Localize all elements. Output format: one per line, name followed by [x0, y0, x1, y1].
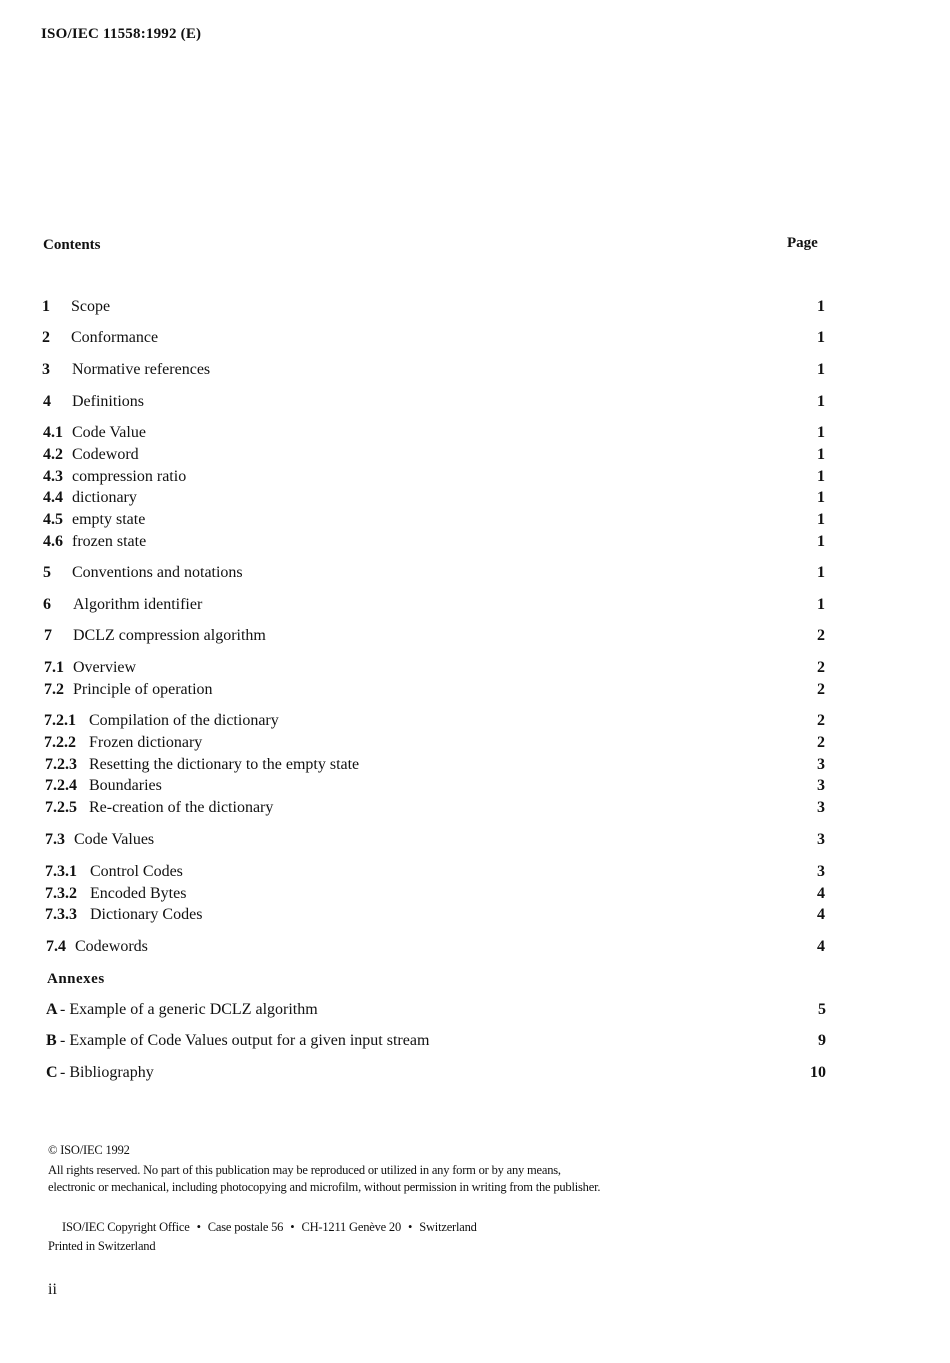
bullet-separator: •: [290, 1220, 295, 1234]
toc-page: 1: [817, 489, 825, 506]
office-postal: Case postale 56: [207, 1220, 284, 1234]
toc-page: 1: [817, 533, 825, 550]
toc-entry[interactable]: [0, 659, 950, 681]
toc-entry[interactable]: [0, 906, 950, 928]
toc-number: 7.2.3: [45, 756, 77, 773]
toc-label: Conventions and notations: [72, 564, 243, 581]
toc-page: 2: [817, 734, 825, 751]
toc-label: Codewords: [75, 938, 148, 955]
toc-entry[interactable]: [0, 393, 950, 415]
toc-label: Principle of operation: [73, 681, 213, 698]
toc-number: 7.2.5: [45, 799, 77, 816]
toc-number: 7.4: [46, 938, 66, 955]
toc-number: 4.1: [43, 424, 63, 441]
toc-entry[interactable]: [0, 468, 950, 490]
toc-entry[interactable]: [0, 511, 950, 533]
copyright-notice: © ISO/IEC 1992: [48, 1143, 130, 1157]
toc-page: 2: [817, 681, 825, 698]
toc-number: 7.2.2: [44, 734, 76, 751]
annex-entry[interactable]: [0, 1001, 950, 1023]
toc-entry[interactable]: [0, 489, 950, 511]
annex-entry[interactable]: [0, 1032, 950, 1054]
copyright-office-address: [62, 1219, 477, 1236]
page-column-heading: Page: [787, 235, 818, 251]
toc-page: 4: [817, 938, 825, 955]
annex-label: - Bibliography: [60, 1064, 154, 1081]
annex-entry[interactable]: [0, 1064, 950, 1086]
toc-entry[interactable]: [0, 361, 950, 383]
toc-label: DCLZ compression algorithm: [73, 627, 266, 644]
toc-entry[interactable]: [0, 712, 950, 734]
toc-number: 7.3: [45, 831, 65, 848]
toc-number: 5: [43, 564, 51, 581]
toc-label: Control Codes: [90, 863, 183, 880]
toc-entry[interactable]: [0, 681, 950, 703]
toc-entry[interactable]: [0, 863, 950, 885]
toc-entry[interactable]: [0, 734, 950, 756]
toc-label: Compilation of the dictionary: [89, 712, 279, 729]
toc-number: 7: [44, 627, 52, 644]
toc-label: Overview: [73, 659, 137, 676]
toc-number: 4.3: [43, 468, 63, 485]
annex-letter: C: [46, 1064, 58, 1081]
toc-label: empty state: [72, 511, 146, 528]
page-folio: ii: [48, 1281, 57, 1298]
bullet-separator: •: [408, 1220, 413, 1234]
toc-label: Encoded Bytes: [90, 885, 187, 902]
toc-label: dictionary: [72, 489, 137, 506]
toc-label: Re-creation of the dictionary: [89, 799, 274, 816]
toc-number: 3: [42, 361, 50, 378]
toc-page: 1: [817, 361, 825, 378]
toc-number: 1: [42, 298, 50, 315]
toc-page: 1: [817, 511, 825, 528]
printed-in: Printed in Switzerland: [48, 1239, 156, 1253]
annex-letter: B: [46, 1032, 57, 1049]
toc-page: 1: [817, 329, 825, 346]
toc-page: 1: [817, 596, 825, 613]
toc-entry[interactable]: [0, 885, 950, 907]
toc-label: Codeword: [72, 446, 139, 463]
document-header: ISO/IEC 11558:1992 (E): [41, 26, 202, 42]
toc-number: 4.6: [43, 533, 63, 550]
toc-label: Dictionary Codes: [90, 906, 203, 923]
toc-page: 1: [817, 298, 825, 315]
toc-page: 1: [817, 393, 825, 410]
annex-letter: A: [46, 1001, 58, 1018]
toc-entry[interactable]: [0, 799, 950, 821]
toc-page: 4: [817, 906, 825, 923]
toc-label: Boundaries: [89, 777, 162, 794]
toc-label: Code Value: [72, 424, 146, 441]
office-city: CH-1211 Genève 20: [301, 1220, 402, 1234]
toc-entry[interactable]: [0, 938, 950, 960]
toc-number: 7.3.2: [45, 885, 77, 902]
toc-label: compression ratio: [72, 468, 187, 485]
annex-page: 10: [810, 1064, 826, 1081]
annex-page: 9: [818, 1032, 826, 1049]
toc-page: 3: [817, 799, 825, 816]
toc-page: 2: [817, 627, 825, 644]
toc-entry[interactable]: [0, 446, 950, 468]
toc-label: Algorithm identifier: [73, 596, 203, 613]
toc-page: 3: [817, 831, 825, 848]
rights-statement: All rights reserved. No part of this publication may be reproduced or utilized in any form or by any means, electronic or mechanical, including photocopying and microfilm, without permission in writing from the publisher.: [48, 1163, 601, 1194]
annex-label: - Example of Code Values output for a given input stream: [60, 1032, 430, 1049]
toc-number: 7.2: [44, 681, 64, 698]
toc-label: Resetting the dictionary to the empty state: [89, 756, 360, 773]
toc-entry[interactable]: [0, 756, 950, 778]
toc-page: 3: [817, 863, 825, 880]
toc-label: Frozen dictionary: [89, 734, 203, 751]
toc-number: 7.3.3: [45, 906, 77, 923]
toc-entry[interactable]: [0, 533, 950, 555]
annexes-heading: Annexes: [47, 971, 105, 987]
toc-page: 2: [817, 659, 825, 676]
toc-number: 7.1: [44, 659, 64, 676]
toc-number: 7.2.4: [45, 777, 77, 794]
toc-entry[interactable]: [0, 564, 950, 586]
office-name: ISO/IEC Copyright Office: [62, 1220, 190, 1234]
toc-page: 1: [817, 564, 825, 581]
toc-page: 3: [817, 756, 825, 773]
bullet-separator: •: [196, 1220, 201, 1234]
toc-page: 1: [817, 468, 825, 485]
toc-label: Definitions: [72, 393, 144, 410]
toc-number: 4.5: [43, 511, 63, 528]
toc-number: 4.4: [43, 489, 63, 506]
toc-label: Code Values: [74, 831, 155, 848]
contents-title: Contents: [43, 237, 101, 253]
toc-entry[interactable]: [0, 831, 950, 853]
toc-entry[interactable]: [0, 777, 950, 799]
toc-entry[interactable]: [0, 329, 950, 351]
toc-label: frozen state: [72, 533, 147, 550]
toc-number: 6: [43, 596, 51, 613]
toc-page: 1: [817, 424, 825, 441]
toc-number: 7.2.1: [44, 712, 76, 729]
annex-label: - Example of a generic DCLZ algorithm: [60, 1001, 318, 1018]
toc-page: 1: [817, 446, 825, 463]
toc-entry[interactable]: [0, 298, 950, 320]
toc-entry[interactable]: [0, 627, 950, 649]
toc-number: 4.2: [43, 446, 63, 463]
toc-page: 3: [817, 777, 825, 794]
toc-label: Normative references: [72, 361, 211, 378]
office-country: Switzerland: [419, 1220, 477, 1234]
toc-number: 2: [42, 329, 50, 346]
annex-page: 5: [818, 1001, 826, 1018]
toc-page: 2: [817, 712, 825, 729]
toc-label: Conformance: [71, 329, 159, 346]
toc-entry[interactable]: [0, 424, 950, 446]
toc-label: Scope: [71, 298, 111, 315]
toc-entry[interactable]: [0, 596, 950, 618]
toc-number: 7.3.1: [45, 863, 77, 880]
toc-page: 4: [817, 885, 825, 902]
toc-number: 4: [43, 393, 51, 410]
